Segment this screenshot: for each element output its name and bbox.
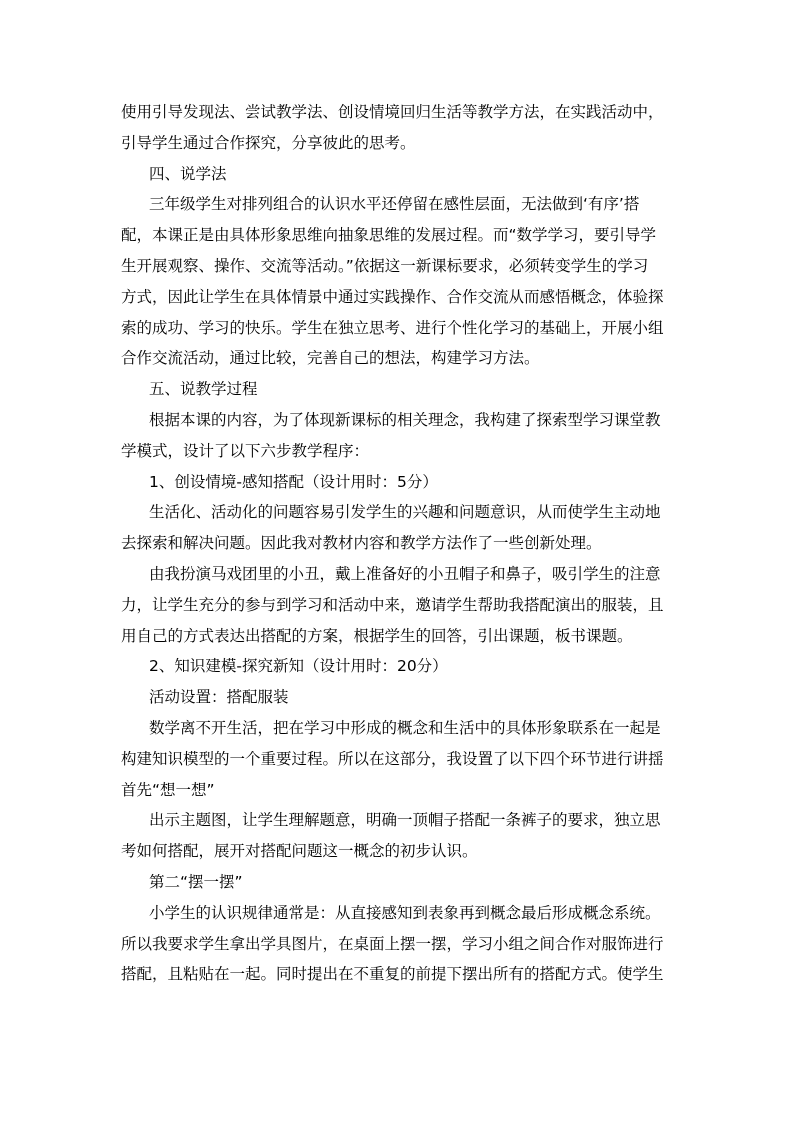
text-line: 去探索和解决问题。因此我对教材内容和教学方法作了一些创新处理。: [121, 534, 602, 553]
text-line: 第二“摆一摆”: [149, 872, 243, 891]
text-line: 四、说学法: [149, 164, 227, 183]
text-line: 出示主题图，让学生理解题意，明确一顶帽子搭配一条裤子的要求，独立思: [149, 811, 661, 830]
text-line: 索的成功、学习的快乐。学生在独立思考、进行个性化学习的基础上，开展小组: [121, 318, 664, 337]
text-line: 所以我要求学生拿出学具图片，在桌面上摆一摆，学习小组之间合作对服饰进行: [121, 934, 664, 953]
text-line: 使用引导发现法、尝试教学法、创设情境回归生活等教学方法，在实践活动中，: [121, 103, 664, 121]
text-line: 活动设置：搭配服装: [149, 688, 289, 707]
text-line: 学模式，设计了以下六步教学程序：: [121, 441, 370, 460]
text-line: 生开展观察、操作、交流等活动。”依据这一新课标要求，必须转变学生的学习: [121, 256, 649, 275]
text-line: 引导学生通过合作探究，分享彼此的思考。: [121, 133, 416, 152]
text-line: 生活化、活动化的问题容易引发学生的兴趣和问题意识，从而使学生主动地: [149, 503, 661, 522]
text-line: 用自己的方式表达出搭配的方案，根据学生的回答，引出课题，板书课题。: [121, 626, 633, 645]
text-line: 力，让学生充分的参与到学习和活动中来，邀请学生帮助我搭配演出的服装，且: [121, 595, 664, 614]
text-line: 合作交流活动，通过比较，完善自己的想法，构建学习方法。: [121, 349, 540, 368]
text-line: 三年级学生对排列组合的认识水平还停留在感性层面，无法做到‘有序’搭: [149, 195, 640, 214]
text-line: 根据本课的内容，为了体现新课标的相关理念，我构建了探索型学习课堂教: [149, 410, 661, 429]
text-line: 1、创设情境-感知搭配（设计用时：5分）: [149, 472, 438, 491]
text-line: 2、知识建模-探究新知（设计用时：20分）: [149, 657, 448, 676]
text-line: 首先“想一想”: [121, 780, 215, 799]
text-line: 考如何搭配，展开对搭配问题这一概念的初步认识。: [121, 842, 478, 861]
text-line: 数学离不开生活，把在学习中形成的概念和生活中的具体形象联系在一起是: [149, 718, 661, 737]
text-line: 配，本课正是由具体形象思维向抽象思维的发展过程。而“数学学习，要引导学: [121, 226, 657, 245]
document-body: [121, 97, 677, 990]
text-line: 小学生的认识规律通常是：从直接感知到表象再到概念最后形成概念系统。: [149, 903, 661, 922]
text-line: 构建知识模型的一个重要过程。所以在这部分，我设置了以下四个环节进行讲揺: [121, 749, 664, 768]
text-line: 由我扮演马戏团里的小丑，戴上准备好的小丑帽子和鼻子，吸引学生的注意: [149, 564, 661, 583]
text-line: 搭配，且粘贴在一起。同时提出在不重复的前提下摆出所有的搭配方式。使学生: [121, 965, 664, 984]
text-line: 方式，因此让学生在具体情景中通过实践操作、合作交流从而感悟概念，体验探: [121, 287, 664, 306]
text-line: 五、说教学过程: [149, 380, 258, 399]
